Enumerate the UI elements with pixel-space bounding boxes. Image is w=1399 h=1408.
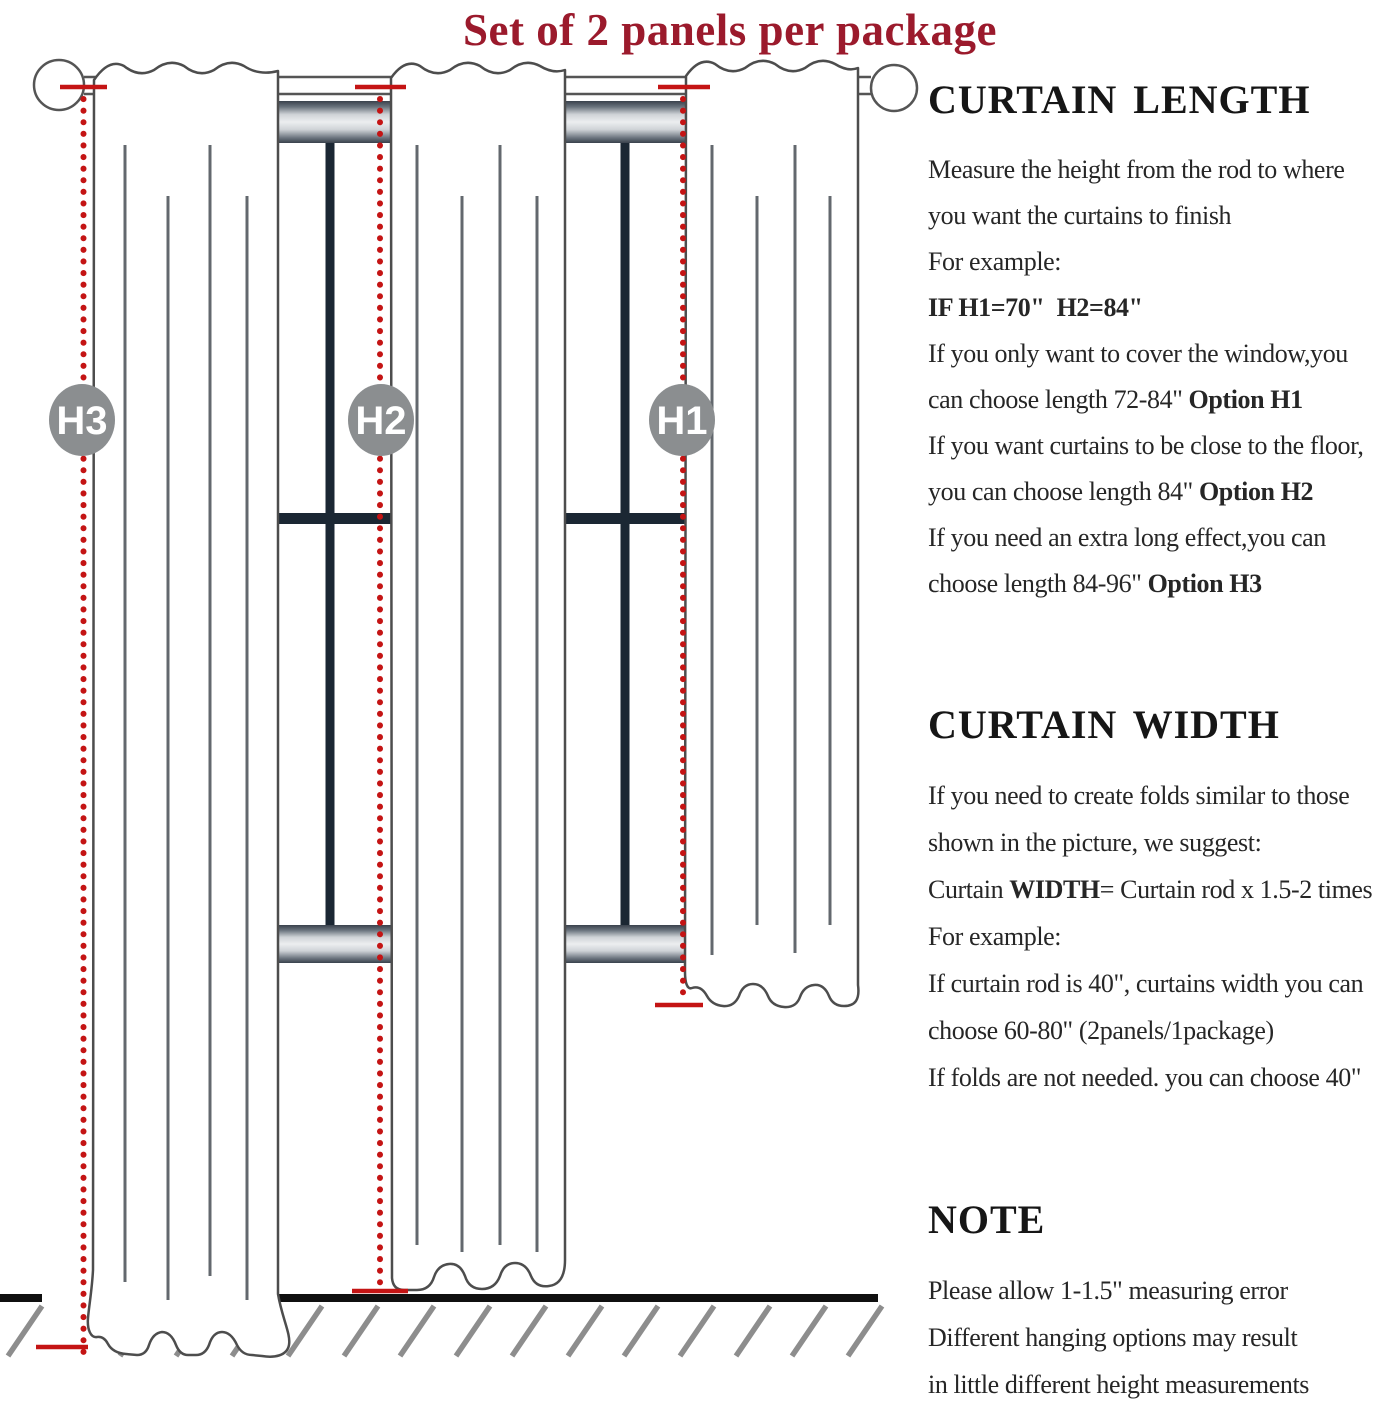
section-heading: NOTE xyxy=(928,1197,1046,1242)
text-line: Please allow 1-1.5" measuring error xyxy=(928,1276,1288,1305)
text-line: Different hanging options may result xyxy=(928,1323,1298,1352)
section-curtain-width xyxy=(928,700,1399,1101)
rod-finial-right-icon xyxy=(871,65,917,111)
badge-h3-label: H3 xyxy=(56,399,108,443)
text-line: For example: xyxy=(928,247,1062,276)
text-line: in little different height measurements xyxy=(928,1370,1310,1399)
text-line: shown in the picture, we suggest: xyxy=(928,828,1262,857)
text-line: If folds are not needed. you can choose 40" xyxy=(928,1063,1362,1092)
window-mullion-right xyxy=(621,143,630,925)
text-line: you want the curtains to finish xyxy=(928,201,1232,230)
section-note xyxy=(928,1195,1399,1408)
badge-h2-label: H2 xyxy=(355,399,407,443)
page-title: Set of 2 panels per package xyxy=(463,5,997,55)
text-line: IF H1=70" H2=84" xyxy=(928,293,1143,322)
section-heading: CURTAIN LENGTH xyxy=(928,77,1311,122)
text-line: If curtain rod is 40", curtains width you can xyxy=(928,969,1364,998)
text-line: you can choose length 84" Option H2 xyxy=(928,477,1314,506)
section-heading: CURTAIN WIDTH xyxy=(928,702,1280,747)
text-line: Curtain WIDTH= Curtain rod x 1.5-2 times xyxy=(928,875,1373,904)
text-line: If you want curtains to be close to the floor, xyxy=(928,431,1364,460)
section-body xyxy=(928,772,1399,1101)
text-line: If you need to create folds similar to those xyxy=(928,781,1350,810)
text-line: choose length 84-96" Option H3 xyxy=(928,569,1262,598)
window-mullion-left xyxy=(326,143,335,925)
section-curtain-length xyxy=(928,75,1399,607)
text-line: For example: xyxy=(928,922,1062,951)
badge-h1-label: H1 xyxy=(656,399,708,443)
text-line: If you need an extra long effect,you can xyxy=(928,523,1326,552)
text-line: choose 60-80" (2panels/1package) xyxy=(928,1016,1274,1045)
section-body xyxy=(928,147,1399,607)
section-body xyxy=(928,1267,1399,1408)
curtain-panel-h3 xyxy=(88,63,289,1357)
text-line: can choose length 72-84" Option H1 xyxy=(928,385,1303,414)
text-line: Measure the height from the rod to where xyxy=(928,155,1345,184)
text-line: If you only want to cover the window,you xyxy=(928,339,1348,368)
